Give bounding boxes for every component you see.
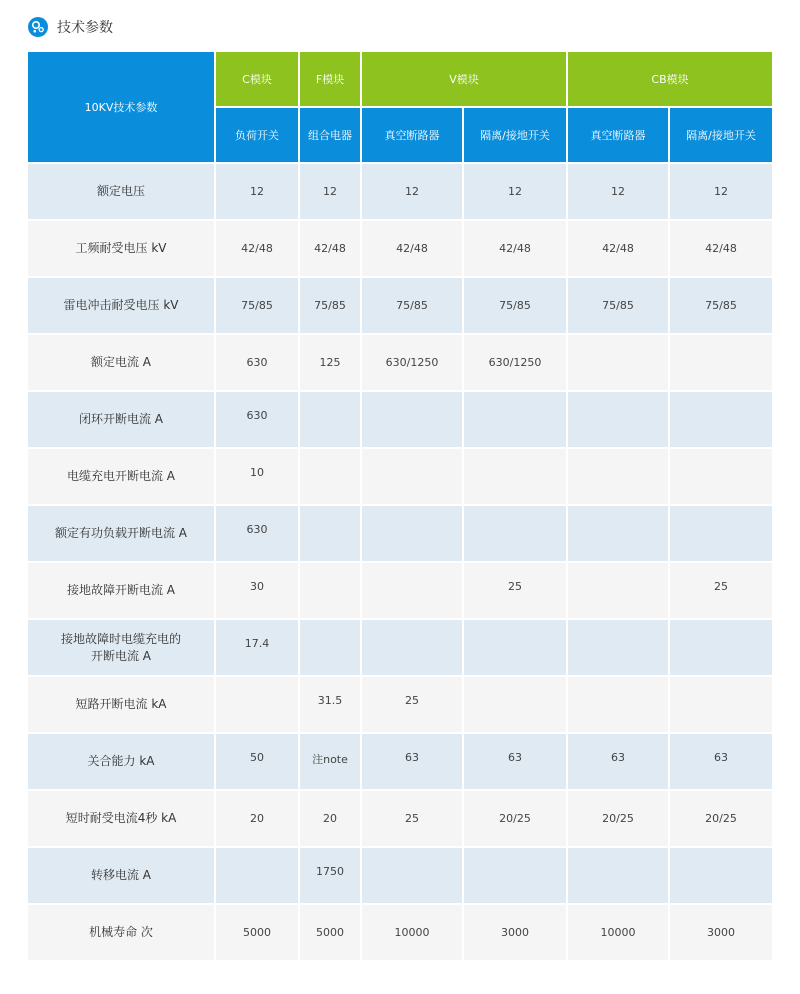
subcolumn-header: 负荷开关	[216, 108, 300, 164]
cell-value: 12	[323, 185, 337, 198]
value-cell	[464, 164, 568, 221]
param-name-cell	[28, 221, 216, 278]
value-cell	[670, 734, 772, 791]
value-cell	[568, 392, 670, 449]
cell-value: 63	[714, 751, 728, 764]
cell-value: 25	[405, 694, 419, 707]
value-cell	[216, 164, 300, 221]
value-cell	[670, 221, 772, 278]
value-cell	[300, 221, 362, 278]
value-cell	[568, 677, 670, 734]
value-cell	[670, 620, 772, 677]
value-cell	[464, 677, 568, 734]
cell-value: 42/48	[396, 242, 428, 255]
table-row	[28, 335, 772, 392]
value-cell	[362, 620, 464, 677]
value-cell	[568, 905, 670, 962]
value-cell	[362, 848, 464, 905]
cell-value: 12	[714, 185, 728, 198]
cell-value: 42/48	[705, 242, 737, 255]
subcolumn-header: 隔离/接地开关	[670, 108, 772, 164]
table-row	[28, 620, 772, 677]
value-cell	[362, 791, 464, 848]
value-cell	[216, 335, 300, 392]
value-cell	[362, 677, 464, 734]
value-cell	[568, 734, 670, 791]
cell-value: 30	[250, 580, 264, 593]
cell-value: 25	[714, 580, 728, 593]
table-row	[28, 164, 772, 221]
value-cell	[216, 506, 300, 563]
param-label: 接地故障时电缆充电的	[60, 631, 181, 646]
param-name-cell	[28, 734, 216, 791]
table-row	[28, 563, 772, 620]
value-cell	[216, 563, 300, 620]
value-cell	[216, 848, 300, 905]
value-cell	[362, 278, 464, 335]
value-cell	[568, 164, 670, 221]
param-label: 短时耐受电流4秒 kA	[65, 811, 177, 825]
cell-value: 注note	[312, 753, 348, 766]
value-cell	[670, 278, 772, 335]
cell-value: 630	[246, 356, 268, 369]
value-cell	[464, 221, 568, 278]
cell-value: 630/1250	[385, 356, 439, 369]
cell-value: 42/48	[499, 242, 531, 255]
cell-value: 20/25	[705, 812, 737, 825]
param-name-cell	[28, 506, 216, 563]
cell-value: 25	[508, 580, 522, 593]
cell-value: 63	[611, 751, 625, 764]
value-cell	[670, 449, 772, 506]
value-cell	[362, 734, 464, 791]
param-label: 短路开断电流 kA	[75, 697, 167, 711]
value-cell	[216, 392, 300, 449]
param-label: 转移电流 A	[90, 868, 152, 882]
value-cell	[568, 449, 670, 506]
value-cell	[362, 335, 464, 392]
value-cell	[670, 335, 772, 392]
value-cell	[568, 791, 670, 848]
group-header-c: C模块	[216, 52, 300, 108]
cell-value: 42/48	[602, 242, 634, 255]
value-cell	[300, 278, 362, 335]
value-cell	[464, 335, 568, 392]
value-cell	[300, 734, 362, 791]
group-header-v: V模块	[362, 52, 568, 108]
table-row	[28, 791, 772, 848]
param-name-cell	[28, 335, 216, 392]
tech-params-table	[28, 52, 772, 962]
value-cell	[362, 563, 464, 620]
value-cell	[300, 791, 362, 848]
cell-value: 5000	[243, 926, 271, 939]
cell-value: 10000	[394, 926, 430, 939]
group-header-cb: CB模块	[568, 52, 772, 108]
cell-value: 31.5	[317, 694, 343, 707]
cell-value: 3000	[707, 926, 735, 939]
value-cell	[362, 392, 464, 449]
value-cell	[568, 221, 670, 278]
value-cell	[362, 164, 464, 221]
param-name-cell	[28, 620, 216, 677]
value-cell	[670, 164, 772, 221]
value-cell	[300, 848, 362, 905]
cell-value: 20	[323, 812, 337, 825]
param-label-line2: 开断电流 A	[90, 648, 152, 663]
cell-value: 75/85	[396, 299, 428, 312]
value-cell	[300, 164, 362, 221]
param-label: 关合能力 kA	[87, 754, 155, 768]
section-header	[28, 14, 113, 40]
value-cell	[464, 848, 568, 905]
param-name-cell	[28, 791, 216, 848]
value-cell	[670, 392, 772, 449]
cell-value: 63	[508, 751, 522, 764]
param-label: 额定电压	[96, 184, 145, 198]
value-cell	[300, 620, 362, 677]
param-label: 闭环开断电流 A	[78, 412, 164, 426]
value-cell	[464, 734, 568, 791]
subcolumn-header: 隔离/接地开关	[464, 108, 568, 164]
value-cell	[300, 506, 362, 563]
value-cell	[216, 791, 300, 848]
param-name-cell	[28, 278, 216, 335]
value-cell	[216, 905, 300, 962]
cell-value: 75/85	[602, 299, 634, 312]
subcolumn-header: 真空断路器	[568, 108, 670, 164]
cell-value: 12	[250, 185, 264, 198]
value-cell	[568, 335, 670, 392]
cell-value: 630/1250	[488, 356, 542, 369]
value-cell	[464, 620, 568, 677]
value-cell	[568, 848, 670, 905]
param-label: 接地故障开断电流 A	[66, 583, 176, 597]
table-row	[28, 734, 772, 791]
gear-cluster-icon	[28, 17, 48, 37]
param-label: 雷电冲击耐受电压 kV	[63, 298, 179, 312]
value-cell	[216, 449, 300, 506]
cell-value: 12	[508, 185, 522, 198]
value-cell	[670, 905, 772, 962]
value-cell	[216, 221, 300, 278]
cell-value: 25	[405, 812, 419, 825]
value-cell	[670, 677, 772, 734]
table-row	[28, 905, 772, 962]
param-label: 电缆充电开断电流 A	[66, 469, 176, 483]
cell-value: 630	[246, 409, 268, 422]
value-cell	[670, 563, 772, 620]
value-cell	[464, 791, 568, 848]
value-cell	[464, 905, 568, 962]
param-name-cell	[28, 848, 216, 905]
value-cell	[464, 563, 568, 620]
cell-value: 20	[250, 812, 264, 825]
group-header-f: F模块	[300, 52, 362, 108]
cell-value: 42/48	[241, 242, 273, 255]
value-cell	[568, 563, 670, 620]
corner-header: 10KV技术参数	[28, 52, 216, 164]
table-row	[28, 392, 772, 449]
value-cell	[216, 677, 300, 734]
cell-value: 75/85	[499, 299, 531, 312]
value-cell	[216, 278, 300, 335]
value-cell	[300, 905, 362, 962]
cell-value: 125	[319, 356, 341, 369]
value-cell	[568, 620, 670, 677]
cell-value: 20/25	[602, 812, 634, 825]
value-cell	[362, 221, 464, 278]
cell-value: 10	[250, 466, 264, 479]
table-row	[28, 677, 772, 734]
param-name-cell	[28, 563, 216, 620]
value-cell	[300, 677, 362, 734]
table-row	[28, 506, 772, 563]
param-name-cell	[28, 449, 216, 506]
table-row	[28, 449, 772, 506]
cell-value: 12	[611, 185, 625, 198]
param-name-cell	[28, 392, 216, 449]
value-cell	[362, 449, 464, 506]
cell-value: 75/85	[241, 299, 273, 312]
cell-value: 630	[246, 523, 268, 536]
value-cell	[464, 449, 568, 506]
table-row	[28, 278, 772, 335]
value-cell	[670, 506, 772, 563]
value-cell	[300, 335, 362, 392]
value-cell	[670, 848, 772, 905]
param-label: 额定电流 A	[90, 355, 152, 369]
cell-value: 1750	[316, 865, 344, 878]
value-cell	[300, 392, 362, 449]
table-row	[28, 848, 772, 905]
value-cell	[464, 506, 568, 563]
value-cell	[670, 791, 772, 848]
value-cell	[216, 620, 300, 677]
value-cell	[362, 506, 464, 563]
cell-value: 3000	[501, 926, 529, 939]
param-label: 机械寿命 次	[89, 925, 153, 939]
value-cell	[568, 506, 670, 563]
value-cell	[464, 392, 568, 449]
cell-value: 12	[405, 185, 419, 198]
value-cell	[300, 449, 362, 506]
cell-value: 75/85	[314, 299, 346, 312]
cell-value: 5000	[316, 926, 344, 939]
page-title: 技术参数	[57, 20, 113, 36]
param-label: 额定有功负载开断电流 A	[54, 526, 188, 540]
cell-value: 17.4	[244, 637, 270, 650]
param-name-cell	[28, 905, 216, 962]
param-name-cell	[28, 677, 216, 734]
cell-value: 10000	[600, 926, 636, 939]
cell-value: 63	[405, 751, 419, 764]
value-cell	[362, 905, 464, 962]
cell-value: 42/48	[314, 242, 346, 255]
cell-value: 20/25	[499, 812, 531, 825]
param-name-cell	[28, 164, 216, 221]
value-cell	[568, 278, 670, 335]
value-cell	[300, 563, 362, 620]
subcolumn-header: 真空断路器	[362, 108, 464, 164]
subcolumn-header: 组合电器	[300, 108, 362, 164]
param-label: 工频耐受电压 kV	[75, 241, 167, 255]
value-cell	[464, 278, 568, 335]
value-cell	[216, 734, 300, 791]
cell-value: 75/85	[705, 299, 737, 312]
cell-value: 50	[250, 751, 264, 764]
table-row	[28, 221, 772, 278]
